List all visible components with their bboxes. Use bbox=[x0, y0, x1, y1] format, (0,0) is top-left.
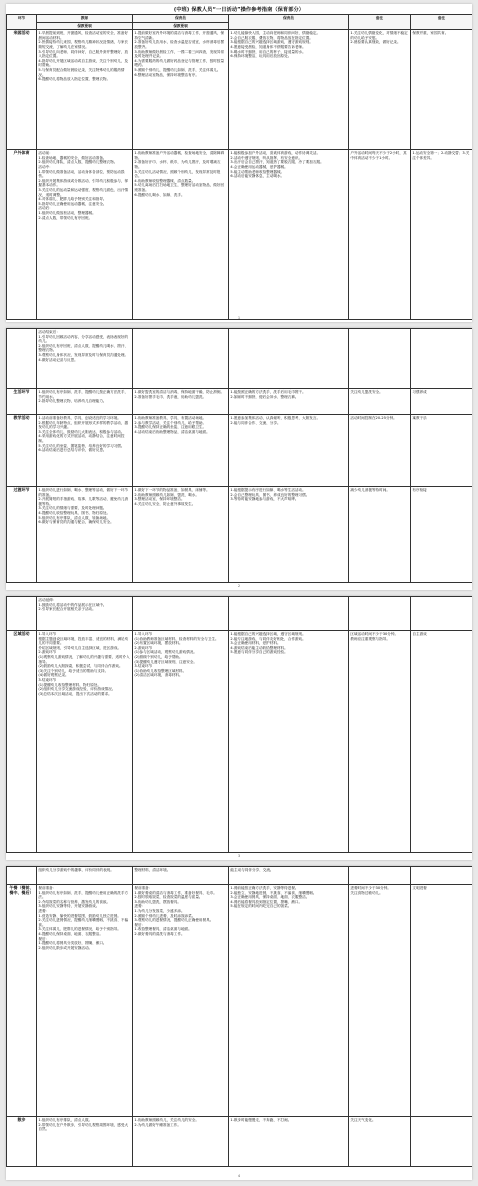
section-cell: 过渡环节 bbox=[7, 487, 37, 583]
section-cell: 户外体育 bbox=[7, 150, 37, 320]
section-cell: 区域活动 bbox=[7, 631, 37, 853]
note-cell: 活动时间控制在20-25分钟。 bbox=[349, 415, 411, 487]
header-cell: 保教要领 bbox=[133, 22, 229, 30]
document-title: (中班) 保教人员“一日活动”操作参考指南（保育部分） bbox=[173, 7, 305, 13]
extra-cell bbox=[411, 597, 473, 631]
caregiver-cell: 1.做好盥洗室的清洁与消毒，保持地面干燥，防止滑倒。 2.准备好擦手毛巾、洗手液，协助幼儿盥洗。 bbox=[133, 389, 229, 415]
note-cell: 区域活动时间不少于30分钟。 教师应注重观察与指导。 bbox=[349, 631, 411, 853]
caregiver-cell: 餐前准备： 1.做好餐桌的清洁与消毒工作，准备好餐具、毛巾。 2.按时领取饭菜，检查饭菜的温度与质量。 3.协助幼儿盥洗，摆放餐具。 进餐： 1.为幼儿分发饭菜，少盛多添。 2.照顾个别幼儿进餐，及时添饭添菜。 3.观察幼儿的进餐情况，提醒幼儿正确使用餐具。 餐后： 1.收拾整理餐具，清洁桌面与地面。 2.做好餐具的清洗与消毒工作。 bbox=[133, 885, 229, 1117]
guide-cell: 1.餐前能按正确方法洗手，安静等待进餐。 2.能独立、安静地进餐，不挑食、不偏食，细嚼慢咽。 3.会正确使用餐具，保持桌面、地面、衣服整洁。 4.餐后能将餐具放到指定位置，擦嘴、漱口。 5.能在规定的时间内吃完自己的饭菜。 bbox=[229, 885, 349, 1117]
teacher-cell: 活动前： 1.检查场地、器械的安全，做好活动准备。 2.组织幼儿排队，清点人数，提醒幼儿整理衣物。 活动中： 1.带领幼儿做准备活动，活动身体各部位，预防运动损伤。 2.组织开展集体游戏或分散活动，引导幼儿积极参与，掌握基本动作。 3.关注幼儿的运动量和运动强度，观察幼儿面色、出汗情况，适时调整。 4.对体弱儿、肥胖儿给予特别关注和指导。 5.指导幼儿正确使用运动器械，注意安全。 活动后： 1.组织幼儿做放松活动，整理器械。 2.清点人数，带领幼儿有序回班。 bbox=[37, 150, 133, 320]
section-cell bbox=[7, 329, 37, 389]
header-cell: 环节 bbox=[7, 15, 37, 30]
teacher-cell: 1.早晨提前到班，开窗通风，检查活动室的安全，准备好晨间活动材料。 2.热情接待幼儿来园，观察幼儿精神状况及情绪，与家长简短交流，了解幼儿在家情况。 3.引导幼儿向老师、同伴问好，自己脱外套并整理好，放入指定位置。 4.指导幼儿开展区域活动或自主游戏，关注个别幼儿，及时帮助。 5.与保育员配合做好晨检记录，关注特殊幼儿的服药情况。 6.提醒幼儿将物品放入指定位置，整理衣物。 bbox=[37, 30, 133, 150]
teacher-cell: 1.组织幼儿进行如厕、喝水、整理等活动，做好下一环节的准备。 2.开展简短的手指游戏、故事、儿歌等活动，避免幼儿消极等待。 3.关注幼儿的情绪与需要，及时处理问题。 4.提醒幼儿收拾整理玩具、图书，物归原处。 5.组织幼儿有序排队，清点人数，转换场地。 6.做好与保育员的沟通与配合，确保幼儿安全。 bbox=[37, 487, 133, 583]
caregiver-cell: 1.做好下一环节的物品准备，如餐具、床铺等。 2.协助教师照顾幼儿如厕、盥洗、喝水。 3.整理活动室，保持环境整洁。 4.关注幼儿安全，防止意外事故发生。 bbox=[133, 487, 229, 583]
table-header-row bbox=[7, 15, 473, 23]
table-row bbox=[7, 329, 473, 389]
section-cell bbox=[7, 597, 37, 631]
extra-cell bbox=[411, 867, 473, 885]
table-row bbox=[7, 1117, 473, 1167]
guide-table-page-4 bbox=[6, 866, 472, 1167]
teacher-cell: 1.组织幼儿有序如厕、洗手，提醒幼儿按正确方法洗手，节约用水。 2.指导幼儿整理衣物，培养幼儿自理能力。 bbox=[37, 389, 133, 415]
extra-cell: 习惯养成 bbox=[411, 389, 473, 415]
note-cell bbox=[349, 329, 411, 389]
header-cell: 备注 bbox=[411, 15, 473, 30]
teacher-cell: 活动结束后： 1.引导幼儿回顾活动内容，分享活动感受，表扬表现好的幼儿。 2.组织幼儿有序回班，清点人数，提醒幼儿喝水、擦汗、整理衣物。 3.观察幼儿身体状况，发现异常及时与保育员沟通处理。 4.做好活动记录与反思。 bbox=[37, 329, 133, 389]
page-number: 2 bbox=[237, 584, 241, 588]
note-cell: 关注幼儿盥洗安全。 bbox=[349, 389, 411, 415]
table-row bbox=[7, 597, 473, 631]
table-row bbox=[7, 150, 473, 320]
teacher-cell: 1.导入环节 根据主题创设区域环境，投放丰富、适宜的材料，满足幼儿的不同需要。 介绍区域规则，引导幼儿自主选择区域，进区游戏。 2.游戏环节 (1)观察幼儿游戏情况，了解幼儿的兴趣与需要，适时介入指导。 (2)鼓励幼儿大胆探索，积极尝试，与同伴合作游戏。 (3)关注个别幼儿，给予适当的帮助与支持。 (4)做好观察记录。 3.结束环节 (1)提醒幼儿收拾整理材料，物归原处。 (2)组织幼儿分享交流游戏经验，评价游戏情况。 (3)总结本次区域活动，提出下次活动的要求。 bbox=[37, 631, 133, 853]
guide-cell: 1.能按照正确的方法洗手，洗手后用毛巾擦干。 2.如厕时不拥挤，便后会冲水、整理衣裤。 bbox=[229, 389, 349, 415]
note-cell: 1.关注幼儿情绪变化，对情绪不稳定的幼儿给予安慰。 2.晨检要认真细致，做好记录。 bbox=[349, 30, 411, 150]
guide-table-page-2 bbox=[6, 328, 472, 583]
table-row bbox=[7, 885, 473, 1117]
document-page-2 bbox=[6, 328, 472, 590]
extra-cell bbox=[411, 1117, 473, 1167]
guide-cell bbox=[229, 329, 349, 389]
header-cell: 保育员 bbox=[229, 15, 349, 30]
caregiver-cell bbox=[133, 329, 229, 389]
table-row bbox=[7, 631, 473, 853]
guide-cell bbox=[229, 597, 349, 631]
note-cell: 户外活动时间每天不少于2小时，其中体育活动不少于1小时。 bbox=[349, 150, 411, 320]
teacher-cell: 餐前准备： 1.组织幼儿有序如厕、洗手，提醒幼儿使用正确的洗手方法。 2.介绍饭菜的名称与营养，激发幼儿的食欲。 3.组织幼儿安静等待，开展安静游戏。 进餐： 1.营造安静、愉快的进餐氛围，鼓励幼儿独立进餐。 2.关注幼儿进餐情况，提醒幼儿细嚼慢咽，不挑食、不偏食。 3.关注体弱儿、肥胖儿的进餐情况，给予个别指导。 4.提醒幼儿保持桌面、地面、衣服整洁。 餐后： 1.提醒幼儿将餐具分类放好，擦嘴、漱口。 2.组织幼儿散步或开展安静活动。 bbox=[37, 885, 133, 1117]
teacher-cell: 活动延伸： 1.鼓励幼儿将活动中的作品展示在区域中。 2.引导家长配合开展相关亲子活动。 bbox=[37, 597, 133, 631]
guide-cell: 能主动与同伴分享、交流。 bbox=[229, 867, 349, 885]
document-page-1 bbox=[6, 4, 472, 322]
guide-table-page-1 bbox=[6, 14, 472, 320]
guide-cell: 1.能积极参加户外活动，喜欢体育游戏，动作协调灵活。 2.活动中遵守规则，听从指挥，有安全意识。 3.出汗后会自己擦汗，知道热了要脱衣服、冷了要加衣服。 4.会正确使用运动器械，爱护器械。 5.能主动帮助老师收拾整理器械。 6.活动后能安静休息，主动喝水。 bbox=[229, 150, 349, 320]
section-cell: 来园活动 bbox=[7, 30, 37, 150]
note-cell: 进餐时间不少于30分钟。 关注食物过敏幼儿。 bbox=[349, 885, 411, 1117]
section-cell bbox=[7, 867, 37, 885]
caregiver-cell: 1.协助教师准备户外活动器械，检查场地安全，清除障碍物。 2.准备好汗巾、水杯、纸巾，为幼儿擦汗，及时增减衣物。 3.关注幼儿活动情况，照顾个别幼儿，发现异常及时报告。 4.协助教师收拾整理器械，清点数量。 5.幼儿离场后打扫场地卫生，整理好活动室物品，做好回班准备。 6.提醒幼儿喝水、如厕、洗手。 bbox=[133, 150, 229, 320]
guide-cell: 1.能根据提示有序进行如厕、喝水等生活活动。 2.会自己整理玩具、图书，养成良好的整理习惯。 3.等待时能安静地参与游戏，不大声喧哗。 bbox=[229, 487, 349, 583]
table-row bbox=[7, 30, 473, 150]
section-cell: 午餐（餐前、餐中、餐后） bbox=[7, 885, 37, 1117]
caregiver-cell bbox=[133, 597, 229, 631]
header-cell: 教师 bbox=[37, 15, 133, 23]
note-cell: 关注天气变化。 bbox=[349, 1117, 411, 1167]
table-row bbox=[7, 389, 473, 415]
guide-cell: 1.幼儿能愉快入园，主动向老师和同伴问好，情绪稳定。 2.会自己脱衣服、叠放衣物，将物品放在指定位置。 3.能根据自己的兴趣选择区域游戏，遵守游戏规则。 4.愿意接受晨检，知道身体不舒服要告诉老师。 5.喝水时不拥挤，用自己的杯子，接适量的水。 6.保持环境整洁，玩具用后放回原处。 bbox=[229, 30, 349, 150]
caregiver-cell: 1.提前做好室内外环境的清洁与消毒工作，开窗通风，保持空气清新。 2.准备好幼儿饮用水，检查水温是否适宜，水杯消毒后摆放整齐。 3.协助教师做好晨检工作，一摸二看三问四查，发现异常及时处理并记录。 4.为需要服药的幼儿做好药品登记与管理工作，按时按量喂药。 5.照顾个别幼儿，提醒幼儿如厕、洗手，关注体弱儿。 6.整理活动室物品，保持环境整洁有序。 bbox=[133, 30, 229, 150]
document-page-3 bbox=[6, 596, 472, 860]
caregiver-cell: 整理材料，清洁环境。 bbox=[133, 867, 229, 885]
caregiver-cell: 1.导入环节 (1)协助教师准备区域材料，检查材料的安全与卫生。 (2)布置区域环境，摆放材料。 2.游戏环节 (1)参与区域活动，观察幼儿游戏情况。 (2)照顾个别幼儿，给予帮助。 (3)提醒幼儿遵守区域规则，注意安全。 3.结束环节 (1)协助幼儿收拾整理区域材料。 (2)清洁区域环境，消毒材料。 bbox=[133, 631, 229, 853]
page-number: 1 bbox=[237, 316, 241, 320]
header-cell: 保教要领 bbox=[37, 22, 133, 30]
extra-cell bbox=[411, 329, 473, 389]
document-page-4 bbox=[6, 866, 472, 1180]
teacher-cell: 1.组织幼儿有序排队，清点人数。 2.带领幼儿在户外散步，引导幼儿观察周围环境，感受大自然。 bbox=[37, 1117, 133, 1167]
note-cell bbox=[349, 597, 411, 631]
teacher-cell: 1.活动前准备好教具、学具，创设适宜的学习环境。 2.根据幼儿年龄特点，组织开展形式多样的教学活动，激发幼儿的学习兴趣。 3.关注全体幼儿，鼓励幼儿大胆表达，积极参与活动。 4.采用游戏化的方式开展活动，动静结合，注意时间控制。 5.关注幼儿的坐姿、握笔姿势，培养良好的学习习惯。 6.活动结束后进行总结与评价，做好反思。 bbox=[37, 415, 133, 487]
table-row bbox=[7, 415, 473, 487]
table-row bbox=[7, 867, 473, 885]
extra-cell: 1.运动安全第一；2.动静交替；3.关注个体差异。 bbox=[411, 150, 473, 320]
guide-table-page-3 bbox=[6, 596, 472, 853]
note-cell bbox=[349, 867, 411, 885]
caregiver-cell: 1.协助教师照顾幼儿，关注幼儿的安全。 2.为幼儿做好午睡准备工作。 bbox=[133, 1117, 229, 1167]
guide-cell: 1.愿意参加集体活动，认真倾听，积极思考，大胆发言。 2.能与同伴合作、交流、分享。 bbox=[229, 415, 349, 487]
extra-cell: 自主游戏 bbox=[411, 631, 473, 853]
caregiver-cell: 1.协助教师准备教具、学具，布置活动场地。 2.参与教学活动，关注个别幼儿，给予帮助。 3.提醒幼儿保持正确的坐姿，注意用眼卫生。 4.活动结束后协助整理物品，清洁桌面与地面。 bbox=[133, 415, 229, 487]
page-number: 3 bbox=[237, 854, 241, 858]
guide-cell: 1.能根据自己的兴趣选择区域，遵守区域规则。 2.能专注地游戏，与同伴友好相处，合作游戏。 3.会正确使用材料，爱护材料。 4.游戏结束后能主动收拾整理材料。 5.愿意与同伴分享自己的游戏经验。 bbox=[229, 631, 349, 853]
note-cell: 减少幼儿消极等待时间。 bbox=[349, 487, 411, 583]
guide-cell: 1.散步时能慢慢走，不奔跑、不打闹。 bbox=[229, 1117, 349, 1167]
section-cell: 教学活动 bbox=[7, 415, 37, 487]
extra-cell: 文明进餐 bbox=[411, 885, 473, 1117]
section-cell: 散步 bbox=[7, 1117, 37, 1167]
teacher-cell: 组织幼儿分享游戏中的趣事，评价同伴的表现。 bbox=[37, 867, 133, 885]
section-cell: 生活环节 bbox=[7, 389, 37, 415]
header-cell: 备注 bbox=[349, 15, 411, 30]
page-number: 4 bbox=[237, 1174, 241, 1178]
extra-cell: 保教并重，家园共育。 bbox=[411, 30, 473, 150]
table-row bbox=[7, 487, 473, 583]
extra-cell: 有序衔接 bbox=[411, 487, 473, 583]
extra-cell: 寓教于乐 bbox=[411, 415, 473, 487]
header-cell: 保育员 bbox=[133, 15, 229, 23]
